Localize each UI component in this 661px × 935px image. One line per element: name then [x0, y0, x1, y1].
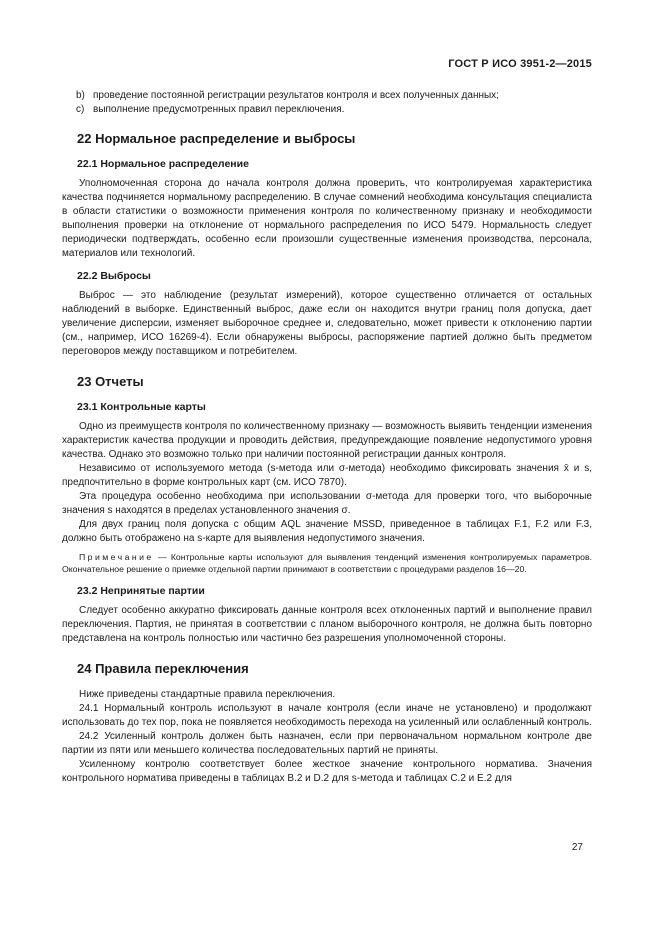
paragraph-24-2: 24.2 Усиленный контроль должен быть назначен, если при первоначальном нормальном контроле две партии из пяти или меньшего количества последовательных партий не приняты.	[62, 730, 592, 756]
subsection-22-2-heading: 22.2 Выбросы	[77, 270, 151, 282]
note-label: Примечание	[79, 552, 154, 562]
paragraph-23-1-d: Для двух границ поля допуска с общим AQL значение MSSD, приведенное в таблицах F.1, F.2 или F.3, должно быть отображено на s-карте для выявления недопустимого значения.	[62, 519, 592, 544]
paragraph-22-1: Уполномоченная сторона до начала контроля должна проверить, что контролируемая характеристика качества подчиняется нормальному распределению. В случае сомнений необходима консультация специалиста в области статистики о возможности применения контроля по количественному признаку и необходимости выполнения проверки на отклонение от нормального распределения по ИСО 5479. Нормальность следует периодически подтверждать, особенно если произошли существенные изменения производства, персонала, материалов или технологий.	[62, 178, 592, 259]
paragraph-23-1-a: Одно из преимуществ контроля по количественному признаку — возможность выявить тенденции изменения характеристик качества продукции и проводить действия, предупреждающие появление недопустимого уровня качества. Однако это возможно только при наличии постоянной регистрации данных контроля.	[62, 421, 592, 460]
paragraph-24-2-cont: Усиленному контролю соответствует более жесткое значение контрольного норматива. Значения контрольного норматива приведены в таблицах B.2 и D.2 для s-метода и таблицах C.2 и E.2 для	[62, 758, 592, 784]
list-item-b-text: проведение постоянной регистрации результатов контроля и всех полученных данных;	[93, 90, 499, 101]
list-item-c	[62, 103, 592, 117]
paragraph-22-2: Выброс — это наблюдение (результат измерений), которое существенно отличается от остальных наблюдений в выборке. Единственный выброс, даже если он находится внутри границ поля допуска, дает увеличение дисперсии, изменяет выборочное среднее и, следовательно, может привести к отклонению партии (см., например, ИСО 16269-4). Если обнаружены выбросы, распоряжение партией должно быть предметом переговоров между поставщиком и потребителем.	[62, 290, 592, 357]
section-23-heading: 23 Отчеты	[77, 374, 144, 389]
list-item-c-marker: c)	[76, 103, 85, 115]
section-24-heading: 24 Правила переключения	[77, 660, 249, 676]
list-item-b-marker: b)	[76, 90, 85, 101]
intro-list	[62, 89, 592, 116]
paragraph-24-intro: Ниже приведены стандартные правила переключения.	[79, 688, 336, 700]
subsection-23-2-heading: 23.2 Непринятые партии	[77, 584, 205, 597]
note-23-1	[62, 551, 592, 576]
paragraph-23-1-b: Независимо от используемого метода (s-метода или σ-метода) необходимо фиксировать значения x̄ и s, предпочтительно в форме контрольных карт (см. ИСО 7870).	[62, 463, 592, 488]
page-number: 27	[571, 842, 583, 853]
subsection-23-1-heading: 23.1 Контрольные карты	[77, 401, 206, 413]
paragraph-23-1-c: Эта процедура особенно необходима при использовании σ-метода для проверки того, что выборочные значения s находятся в пределах установленного значения σ.	[62, 491, 592, 516]
note-body: — Контрольные карты используют для выявления тенденций изменения контролируемых параметров. Окончательное решение о приемке отдельной партии принимают в соответствии с процедурами разделов 16—20.	[62, 552, 592, 575]
list-item-b	[62, 89, 592, 103]
paragraph-24-1: 24.1 Нормальный контроль используют в начале контроля (если иначе не установлено) и продолжают использовать до тех пор, пока не появляется необходимость перехода на усиленный или ослабленный контроль.	[62, 702, 592, 728]
section-22-heading: 22 Нормальное распределение и выбросы	[77, 131, 356, 146]
subsection-22-1-heading: 22.1 Нормальное распределение	[77, 158, 249, 170]
running-header-doc-code: ГОСТ Р ИСО 3951-2—2015	[448, 58, 592, 70]
paragraph-23-2: Следует особенно аккуратно фиксировать данные контроля всех отклоненных партий и выполнение правил переключения. Партия, не принятая в соответствии с планом выборочного контроля, не должна быть повторно представлена на контроль полностью или частично без разрешения уполномоченной стороны.	[62, 604, 592, 644]
list-item-c-text: выполнение предусмотренных правил переключения.	[93, 103, 345, 115]
